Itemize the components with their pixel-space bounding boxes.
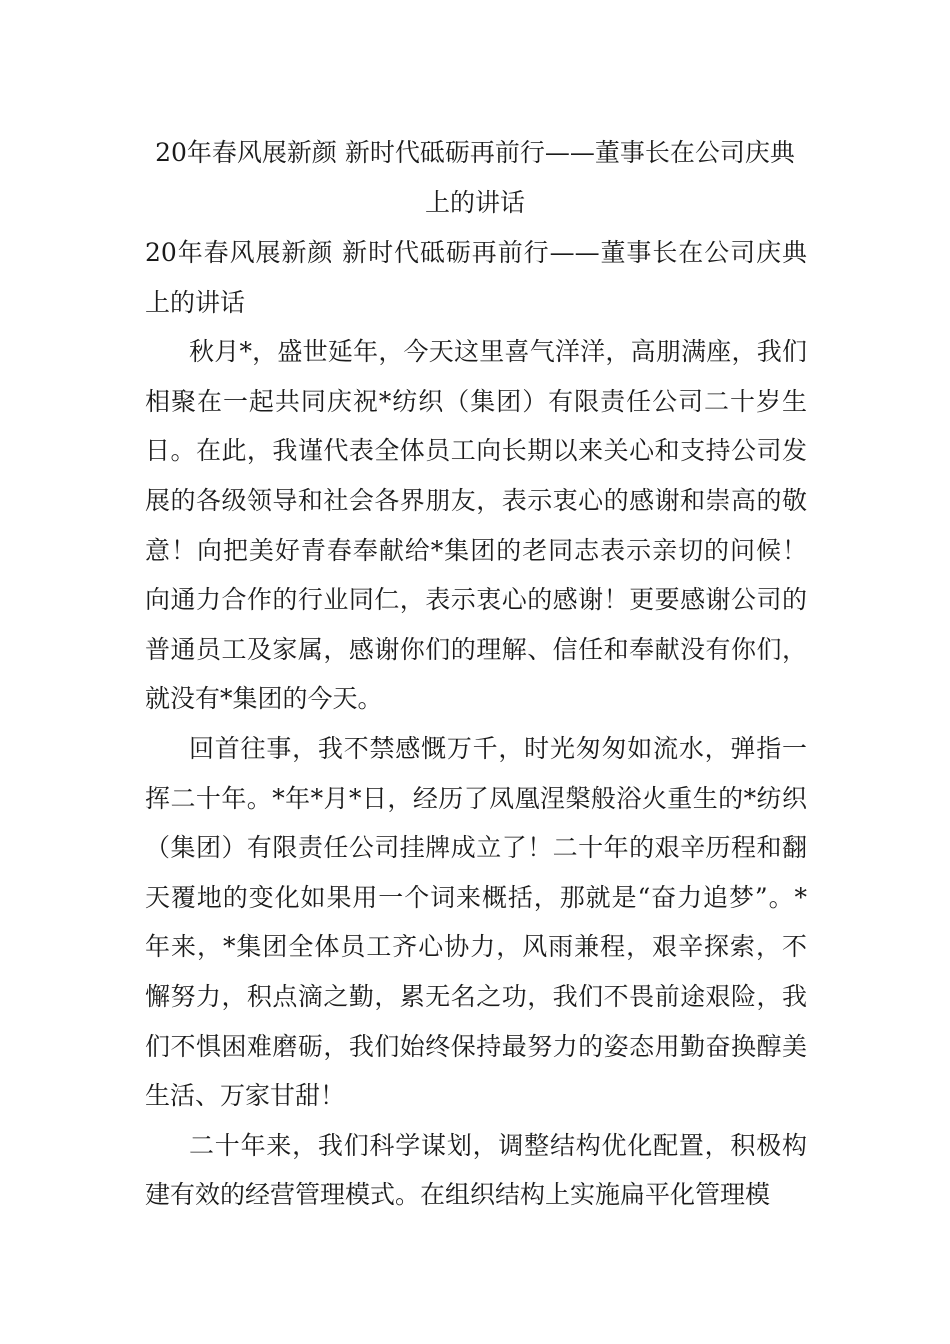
document-title: 20年春风展新颜 新时代砥砺再前行——董事长在公司庆典上的讲话 bbox=[155, 138, 795, 217]
paragraph-3: 二十年来，我们科学谋划，调整结构优化配置，积极构建有效的经营管理模式。在组织结构上实施扁平化管理模 bbox=[145, 1130, 807, 1210]
document-body bbox=[145, 228, 807, 1220]
document-subtitle: 20年春风展新颜 新时代砥砺再前行——董事长在公司庆典上的讲话 bbox=[145, 238, 807, 317]
paragraph-1: 秋月*，盛世延年，今天这里喜气洋洋，高朋满座，我们相聚在一起共同庆祝*纺织（集团）有限责任公司二十岁生日。在此，我谨代表全体员工向长期以来关心和支持公司发展的各级领导和社会各界朋友，表示衷心的感谢和崇高的敬意！向把美好青春奉献给*集团的老同志表示亲切的问候！向通力合作的行业同仁，表示衷心的感谢！更要感谢公司的普通员工及家属，感谢你们的理解、信任和奉献没有你们，就没有*集团的今天。 bbox=[145, 337, 807, 714]
paragraph-2: 回首往事，我不禁感慨万千，时光匆匆如流水，弹指一挥二十年。*年*月*日，经历了凤凰涅槃般浴火重生的*纺织（集团）有限责任公司挂牌成立了！二十年的艰辛历程和翻天覆地的变化如果用一个词来概括，那就是“奋力追梦”。*年来，*集团全体员工齐心协力，风雨兼程，艰辛探索，不懈努力，积点滴之勤，累无名之功，我们不畏前途艰险，我们不惧困难磨砺，我们始终保持最努力的姿态用勤奋换醇美生活、万家甘甜！ bbox=[145, 733, 807, 1111]
